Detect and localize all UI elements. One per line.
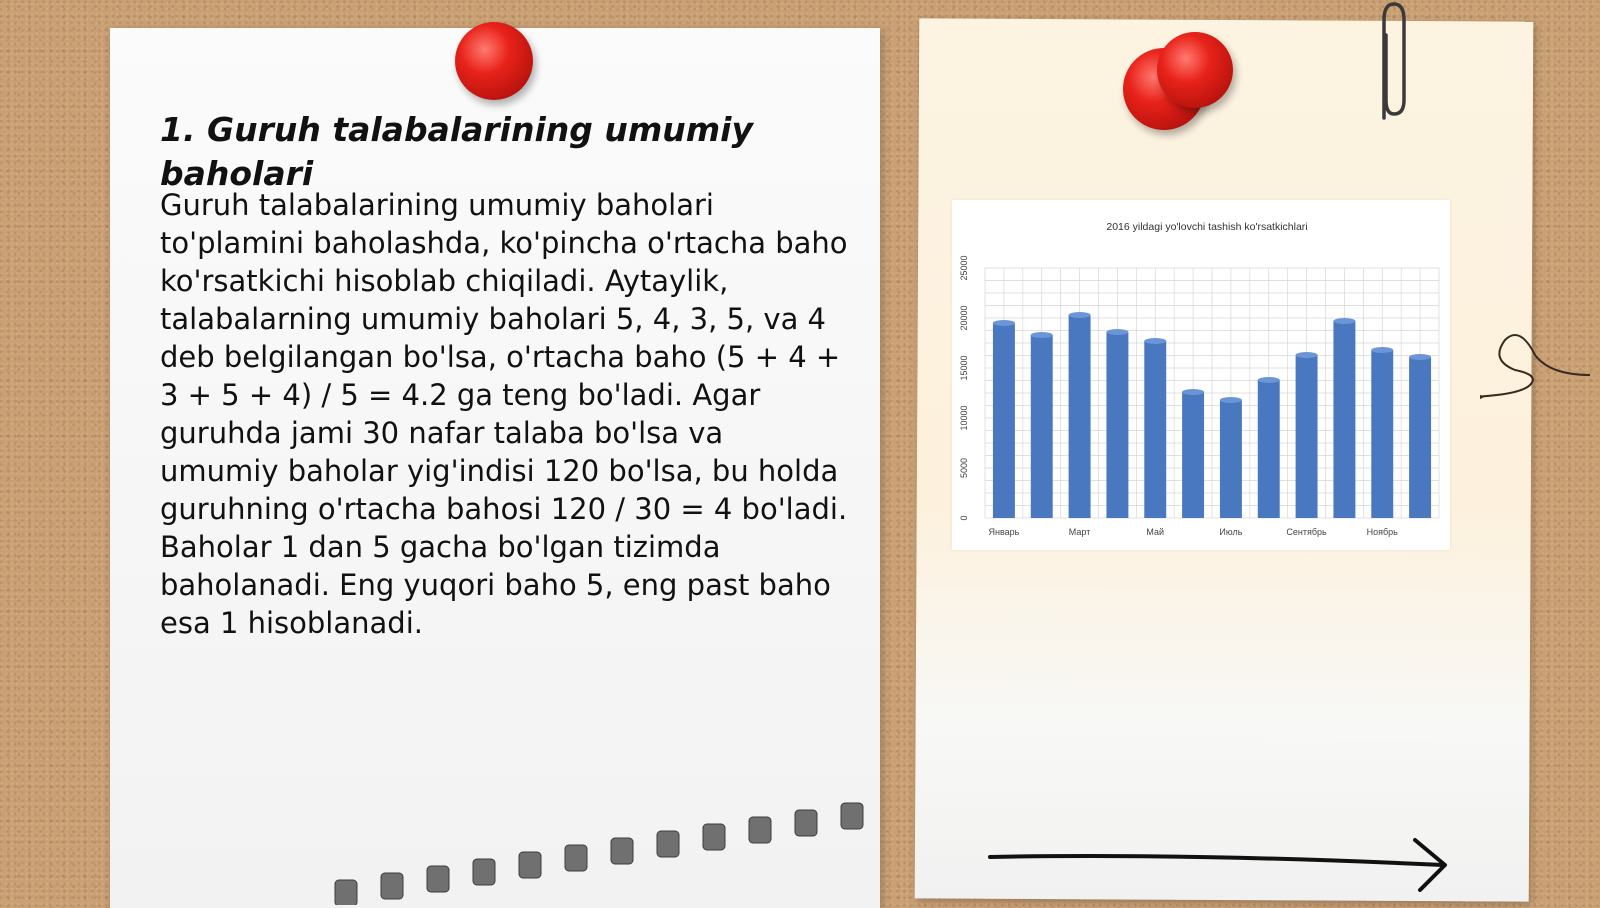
- ring-icon: [427, 866, 449, 892]
- y-tick-label: 10000: [959, 405, 969, 431]
- pushpin-icon: [1157, 32, 1233, 108]
- ring-icon: [611, 838, 633, 864]
- ring-icon: [335, 880, 357, 905]
- y-tick-label: 25000: [959, 255, 969, 281]
- ring-icon: [795, 810, 817, 836]
- bar: [993, 323, 1015, 518]
- doodle-arrow-icon: [1480, 315, 1600, 405]
- ring-icon: [519, 852, 541, 878]
- bar: [1182, 392, 1204, 518]
- bar-cap: [1031, 332, 1053, 338]
- bar: [1069, 315, 1091, 518]
- bar-cap: [1409, 354, 1431, 360]
- paperclip-icon: [1370, 0, 1410, 125]
- chart-canvas: [952, 200, 1450, 550]
- arrow-right-icon: [985, 835, 1455, 895]
- bar: [1031, 335, 1053, 518]
- ring-icon: [703, 824, 725, 850]
- x-tick-label: Июль: [1219, 527, 1243, 537]
- x-tick-label: Январь: [988, 527, 1020, 537]
- page-title: 1. Guruh talabalarining umumiy baholari: [160, 110, 753, 193]
- bar-chart: [952, 200, 1450, 550]
- x-axis: [988, 527, 1398, 537]
- bar-cap: [1258, 377, 1280, 383]
- ring-icon: [657, 831, 679, 857]
- x-tick-label: Сентябрь: [1286, 527, 1327, 537]
- y-tick-label: 5000: [959, 457, 969, 479]
- x-tick-label: Май: [1146, 527, 1165, 537]
- bar: [1409, 357, 1431, 518]
- ring-icon: [473, 859, 495, 885]
- ring-icon: [565, 845, 587, 871]
- body-paragraph: Guruh talabalarining umumiy baholari to'plamini baholashda, ko'pincha o'rtacha baho ko'rsatkichi hisoblab chiqiladi. Aytaylik, talabalarning umumiy baholari 5, 4, 3, 5, va 4 deb belgilangan bo'lsa, o'rtacha baho (5 + 4 + 3 + 5 + 4) / 5 = 4.2 ga teng bo'ladi. Agar guruhda jami 30 nafar talaba bo'lsa va umumiy baholar yig'indisi 120 bo'lsa, bu holda guruhning o'rtacha bahosi 120 / 30 = 4 bo'ladi. Baholar 1 dan 5 gacha bo'lgan tizimda baholanadi. Eng yuqori baho 5, eng past baho esa 1 hisoblanadi.: [160, 188, 848, 640]
- bar-cap: [1106, 329, 1128, 335]
- bar-cap: [1296, 352, 1318, 358]
- bar-cap: [1144, 338, 1166, 344]
- bar: [1258, 380, 1280, 518]
- y-tick-label: 15000: [959, 355, 969, 381]
- bar-cap: [1333, 318, 1355, 324]
- bar: [1371, 350, 1393, 518]
- pushpin-icon: [455, 22, 533, 100]
- bar: [1333, 321, 1355, 518]
- y-tick-label: 0: [959, 515, 969, 521]
- bar: [1144, 341, 1166, 518]
- x-tick-label: Ноябрь: [1366, 527, 1398, 537]
- bar: [1296, 355, 1318, 518]
- bar: [1106, 332, 1128, 518]
- bar-cap: [1069, 312, 1091, 318]
- y-axis: [959, 255, 969, 520]
- bar-cap: [1220, 397, 1242, 403]
- bar-cap: [1371, 347, 1393, 353]
- bar: [1220, 400, 1242, 518]
- ring-icon: [749, 817, 771, 843]
- chart-grid: [985, 268, 1439, 518]
- y-tick-label: 20000: [959, 305, 969, 331]
- ring-icon: [381, 873, 403, 899]
- bar-cap: [993, 320, 1015, 326]
- bar-cap: [1182, 389, 1204, 395]
- x-tick-label: Март: [1068, 527, 1091, 537]
- chart-title: 2016 yildagi yo'lovchi tashish ko'rsatkichlari: [1106, 221, 1308, 233]
- ring-icon: [841, 803, 863, 829]
- notebook-rings: [330, 795, 870, 905]
